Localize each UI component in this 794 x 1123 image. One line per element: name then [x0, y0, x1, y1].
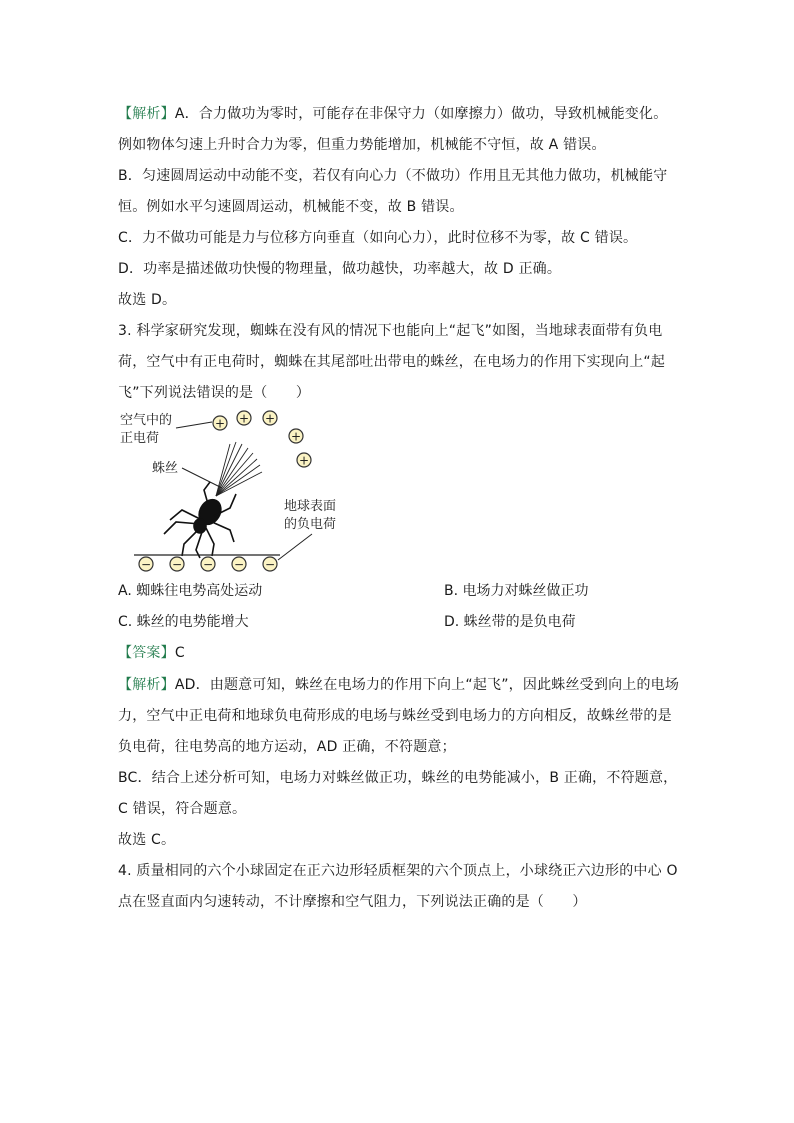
- text-line: [118, 166, 667, 186]
- negative-charge: [139, 557, 153, 572]
- question-3-stem: [118, 321, 663, 341]
- spider-silk-threads: [216, 442, 262, 496]
- option-c: C. 蛛丝的电势能增大: [118, 614, 249, 630]
- label-air-charge-1: 空气中的: [120, 413, 173, 428]
- label-air-charge-2: 正电荷: [120, 431, 160, 446]
- analysis-line: [118, 706, 672, 726]
- negative-charges: [139, 557, 277, 572]
- label-ground-charge-1: 地球表面: [284, 499, 337, 514]
- answer-tag: 【答案】: [118, 645, 175, 661]
- leader-line-silk: [182, 468, 222, 488]
- text-line: [118, 135, 606, 155]
- line-text: C 错误，符合题意。: [118, 801, 247, 817]
- line-text: B．匀速圆周运动中动能不变，若仅有向心力（不做功）作用且无其他力做功，机械能守: [118, 168, 668, 184]
- question-4-stem: [118, 892, 587, 912]
- line-text: 故选 D。: [118, 292, 177, 308]
- text-line: [118, 197, 464, 217]
- line-text: BC．结合上述分析可知，电场力对蛛丝做正功，蛛丝的电势能减小，B 正确，不符题意，: [118, 770, 678, 786]
- label-ground-charge-2: 的负电荷: [284, 517, 337, 532]
- analysis-line: [118, 675, 679, 695]
- negative-charge: [232, 557, 246, 572]
- line-text: 例如物体匀速上升时合力为零，但重力势能增加，机械能不守恒，故 A 错误。: [118, 137, 606, 153]
- question-4-stem: [118, 861, 678, 881]
- positive-charge: [289, 429, 303, 444]
- svg-text:+: +: [238, 411, 250, 426]
- negative-charge: [201, 557, 215, 572]
- svg-text:−: −: [140, 557, 152, 572]
- line-text: 点在竖直面内匀速转动，不计摩擦和空气阻力，下列说法正确的是（ ）: [118, 894, 587, 910]
- text-line: [118, 290, 176, 310]
- positive-charge: [213, 416, 227, 431]
- svg-text:−: −: [202, 557, 214, 572]
- text-line: [118, 228, 637, 248]
- svg-text:+: +: [290, 429, 302, 444]
- option-d: D. 蛛丝带的是负电荷: [444, 614, 576, 630]
- text-line: [118, 259, 561, 279]
- svg-text:−: −: [264, 557, 276, 572]
- leader-line-air: [176, 422, 212, 428]
- negative-charge: [170, 557, 184, 572]
- question-3-stem: [118, 383, 310, 403]
- analysis-line: [118, 799, 246, 819]
- analysis-line: [118, 830, 175, 850]
- answer-line: [118, 643, 185, 663]
- positive-charge: [263, 411, 277, 426]
- text-line: [118, 104, 667, 124]
- line-text: 荷，空气中有正电荷时，蜘蛛在其尾部吐出带电的蛛丝，在电场力的作用下实现向上“起: [118, 354, 666, 370]
- line-text: AD．由题意可知，蛛丝在电场力的作用下向上“起飞”，因此蛛丝受到向上的电场: [174, 677, 680, 693]
- leader-line-ground: [278, 534, 312, 560]
- question-3-stem: [118, 352, 665, 372]
- option-b: B. 电场力对蛛丝做正功: [444, 583, 589, 599]
- answer-value: C: [174, 645, 185, 661]
- positive-charge: [237, 411, 251, 426]
- line-text: 4. 质量相同的六个小球固定在正六边形轻质框架的六个顶点上，小球绕正六边形的中心 O: [118, 863, 678, 879]
- analysis-tag: 【解析】: [118, 677, 175, 693]
- svg-text:−: −: [233, 557, 245, 572]
- positive-charge: [297, 453, 311, 468]
- line-text: 飞”下列说法错误的是（ ）: [118, 385, 311, 401]
- line-text: 恒。例如水平匀速圆周运动，机械能不变，故 B 错误。: [118, 199, 464, 215]
- label-silk: 蛛丝: [152, 461, 179, 476]
- line-text: 负电荷，往电势高的地方运动，AD 正确，不符题意；: [118, 739, 456, 755]
- analysis-line: [118, 768, 677, 788]
- analysis-line: [118, 737, 456, 757]
- svg-text:+: +: [298, 453, 310, 468]
- line-text: 3. 科学家研究发现，蜘蛛在没有风的情况下也能向上“起飞”如图，当地球表面带有负电: [118, 323, 663, 339]
- line-text: A．合力做功为零时，可能存在非保守力（如摩擦力）做功，导致机械能变化。: [174, 106, 668, 122]
- negative-charge: [263, 557, 277, 572]
- spider-figure: [112, 404, 422, 576]
- analysis-tag: 【解析】: [118, 106, 175, 122]
- option-a: A. 蜘蛛往电势高处运动: [118, 583, 263, 599]
- svg-text:+: +: [264, 411, 276, 426]
- line-text: 故选 C。: [118, 832, 176, 848]
- line-text: C．力不做功可能是力与位移方向垂直（如向心力），此时位移不为零，故 C 错误。: [118, 230, 638, 246]
- svg-text:+: +: [214, 416, 226, 431]
- line-text: 力，空气中正电荷和地球负电荷形成的电场与蛛丝受到电场力的方向相反，故蛛丝带的是: [118, 708, 672, 724]
- spider-icon: [164, 482, 236, 558]
- svg-text:−: −: [171, 557, 183, 572]
- positive-charges: [213, 411, 311, 468]
- line-text: D．功率是描述做功快慢的物理量，做功越快，功率越大，故 D 正确。: [118, 261, 562, 277]
